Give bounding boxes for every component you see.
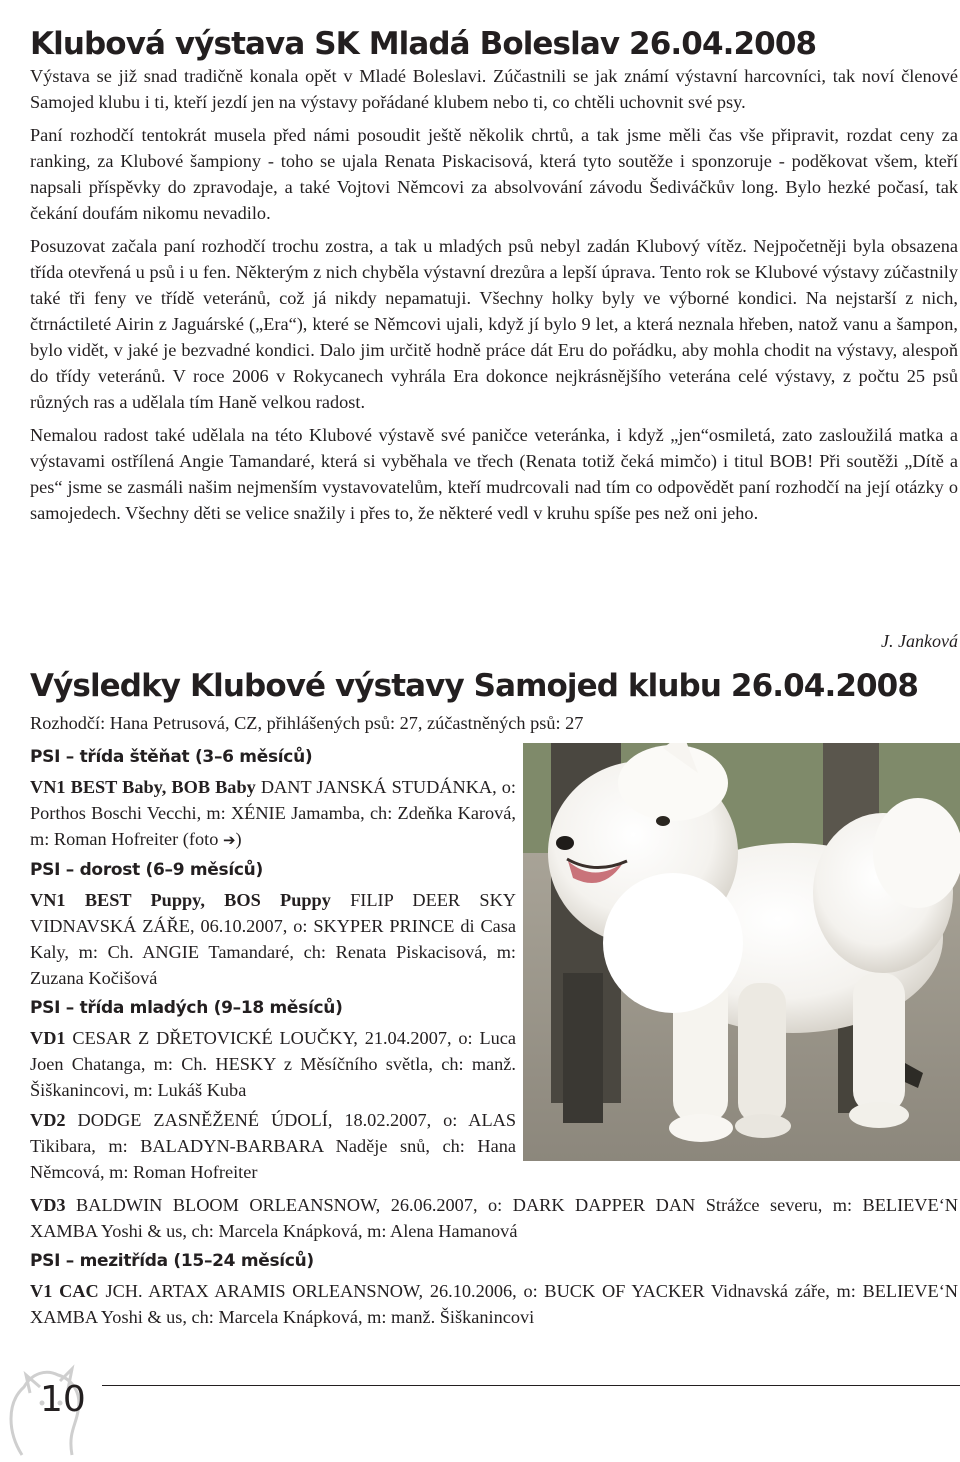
award-label: VD1: [30, 1028, 66, 1048]
result-entry: [30, 1025, 516, 1103]
result-entry: [30, 1278, 958, 1330]
dog-details: CESAR Z DŘETOVICKÉ LOUČKY, 21.04.2007, o: Luca Joen Chatanga, m: Ch. HESKY z Měsíčního světla, ch: manž. Šiškanincovi, m: Lukáš Kuba: [30, 1028, 516, 1100]
category-heading: PSI – mezitřída (15–24 měsíců): [30, 1251, 314, 1271]
samoyed-puppy-illustration: [523, 743, 960, 1161]
result-entry: [30, 774, 516, 853]
article-paragraph: Posuzovat začala paní rozhodčí trochu zostra, a tak u mladých psů nebyl zadán Klubový vítěz. Nejpočetněji byla obsazena třída otevřená u psů i u fen. Některým z nich chyběla výstavní drezůra a lepší úprava. Tento rok se Klubové výstavy zúčastnily také tři feny ve třídě veteránů, což já nikdy nepamatuji. Všechny holky byly ve výborné kondici. Na nejstarší z nich, čtrnáctileté Airin z Jaguárské („Era“), které se Němcovi ujali, když jí bylo 9 let, a která neznala hřeben, natož vanu a šampon, bylo vidět, v jaké je bezvadné kondici. Dalo jim určitě hodně práce dát Eru do pořádku, aby mohla chodit na výstavy, alespoň do třídy veteránů. V roce 2006 v Rokycanech vyhrála Era dokonce nejkrásnějšího veterána celé výstavy, z počtu 25 psů různých ras a udělala tím Haně velkou radost.: [30, 236, 958, 412]
result-entry: [30, 1192, 958, 1244]
page-number: 10: [40, 1379, 86, 1420]
award-label: VN1 BEST Baby, BOB Baby: [30, 777, 256, 797]
award-label: VN1 BEST Puppy, BOS Puppy: [30, 890, 331, 910]
article-paragraph: Nemalou radost také udělala na této Klubové výstavě své paničce veteránka, i když „jen“osmiletá, zato zasloužilá matka a výstavami ostřílená Angie Tamandaré, která si vyběhala ve třech (Renata totiž čeká mimčo) i titul BOB! Při soutěži „Dítě a pes“ jsme se zasmáli našim nejmenším vystavovatelům, kteří mudrcovali nad tím co odpovědět paní rozhodčí na její otázky o samojedech. Všechny děti se velice snažily i přes to, že některé vedl v kruhu spíše pes než oni jeho.: [30, 425, 958, 523]
result-entry: [30, 1107, 516, 1185]
judge-line: Rozhodčí: Hana Petrusová, CZ, přihlášených psů: 27, zúčastněných psů: 27: [30, 713, 584, 733]
award-label: VD3: [30, 1195, 66, 1215]
award-label: V1 CAC: [30, 1281, 99, 1301]
dog-details: JCH. ARTAX ARAMIS ORLEANSNOW, 26.10.2006, o: BUCK OF YACKER Vidnavská záře, m: BELIEVE‘N XAMBA Yoshi & us, ch: Marcela Knápková, m: manž. Šiškanincovi: [30, 1281, 958, 1327]
arrow-right-icon: ➔: [222, 831, 236, 849]
category-heading: PSI – třída mladých (9–18 měsíců): [30, 998, 343, 1018]
dog-details: FILIP DEER SKY VIDNAVSKÁ ZÁŘE, 06.10.2007, o: SKYPER PRINCE di Casa Kaly, m: Ch. ANGIE Tamandaré, ch: Renata Piskacisová, m: Zuzana Kočišová: [30, 890, 516, 988]
result-entry: [30, 887, 516, 991]
article-title: Klubová výstava SK Mladá Boleslav 26.04.2008: [30, 26, 817, 62]
award-label: VD2: [30, 1110, 66, 1130]
category-heading: PSI – třída štěňat (3–6 měsíců): [30, 747, 313, 767]
dog-details: DODGE ZASNĚŽENÉ ÚDOLÍ, 18.02.2007, o: ALAS Tikibara, m: BALADYN-BARBARA Naděje snů, ch: Hana Němcová, m: Roman Hofreiter: [30, 1110, 517, 1182]
author-signature: J. Janková: [881, 631, 958, 651]
dog-details: DANT JANSKÁ STUDÁNKA, o: Porthos Boschi Vecchi, m: XÉNIE Jamamba, ch: Zdeňka Karová, m: Roman Hofreiter (foto: [30, 777, 516, 849]
results-list: [30, 742, 516, 1189]
results-title: Výsledky Klubové výstavy Samojed klubu 26.04.2008: [30, 668, 919, 704]
results-list-wide: [30, 1192, 958, 1334]
article-paragraph: Výstava se již snad tradičně konala opět v Mladé Boleslavi. Zúčastnili se jak známí výstavní harcovníci, tak noví členové Samojed klubu i ti, kteří jezdí jen na výstavy pořádané klubem nebo ti, co chtěli uchovnit své psy.: [30, 66, 958, 112]
article-paragraph: Paní rozhodčí tentokrát musela před námi posoudit ještě několik chrtů, a tak jsme měli čas vše připravit, rozdat ceny za ranking, za Klubové šampiony - toho se ujala Renata Piskacisová, která tyto soutěže i sponzoruje - poděkovat všem, kteří napsali příspěvky do zpravodaje, a také Vojtovi Němcovi za absolvování závodu Šediváčkův long. Bylo hezké počasí, tak čekání doufám nikomu nevadilo.: [30, 125, 958, 223]
samoyed-puppy-photo: [523, 743, 960, 1161]
article-body: [30, 63, 958, 533]
footer-divider: [102, 1385, 960, 1386]
dog-details: BALDWIN BLOOM ORLEANSNOW, 26.06.2007, o: DARK DAPPER DAN Strážce severu, m: BELIEVE‘N XAMBA Yoshi & us, ch: Marcela Knápková, m: Alena Hamanová: [30, 1195, 958, 1241]
category-heading: PSI – dorost (6–9 měsíců): [30, 860, 263, 880]
closing-paren: ): [235, 829, 242, 849]
